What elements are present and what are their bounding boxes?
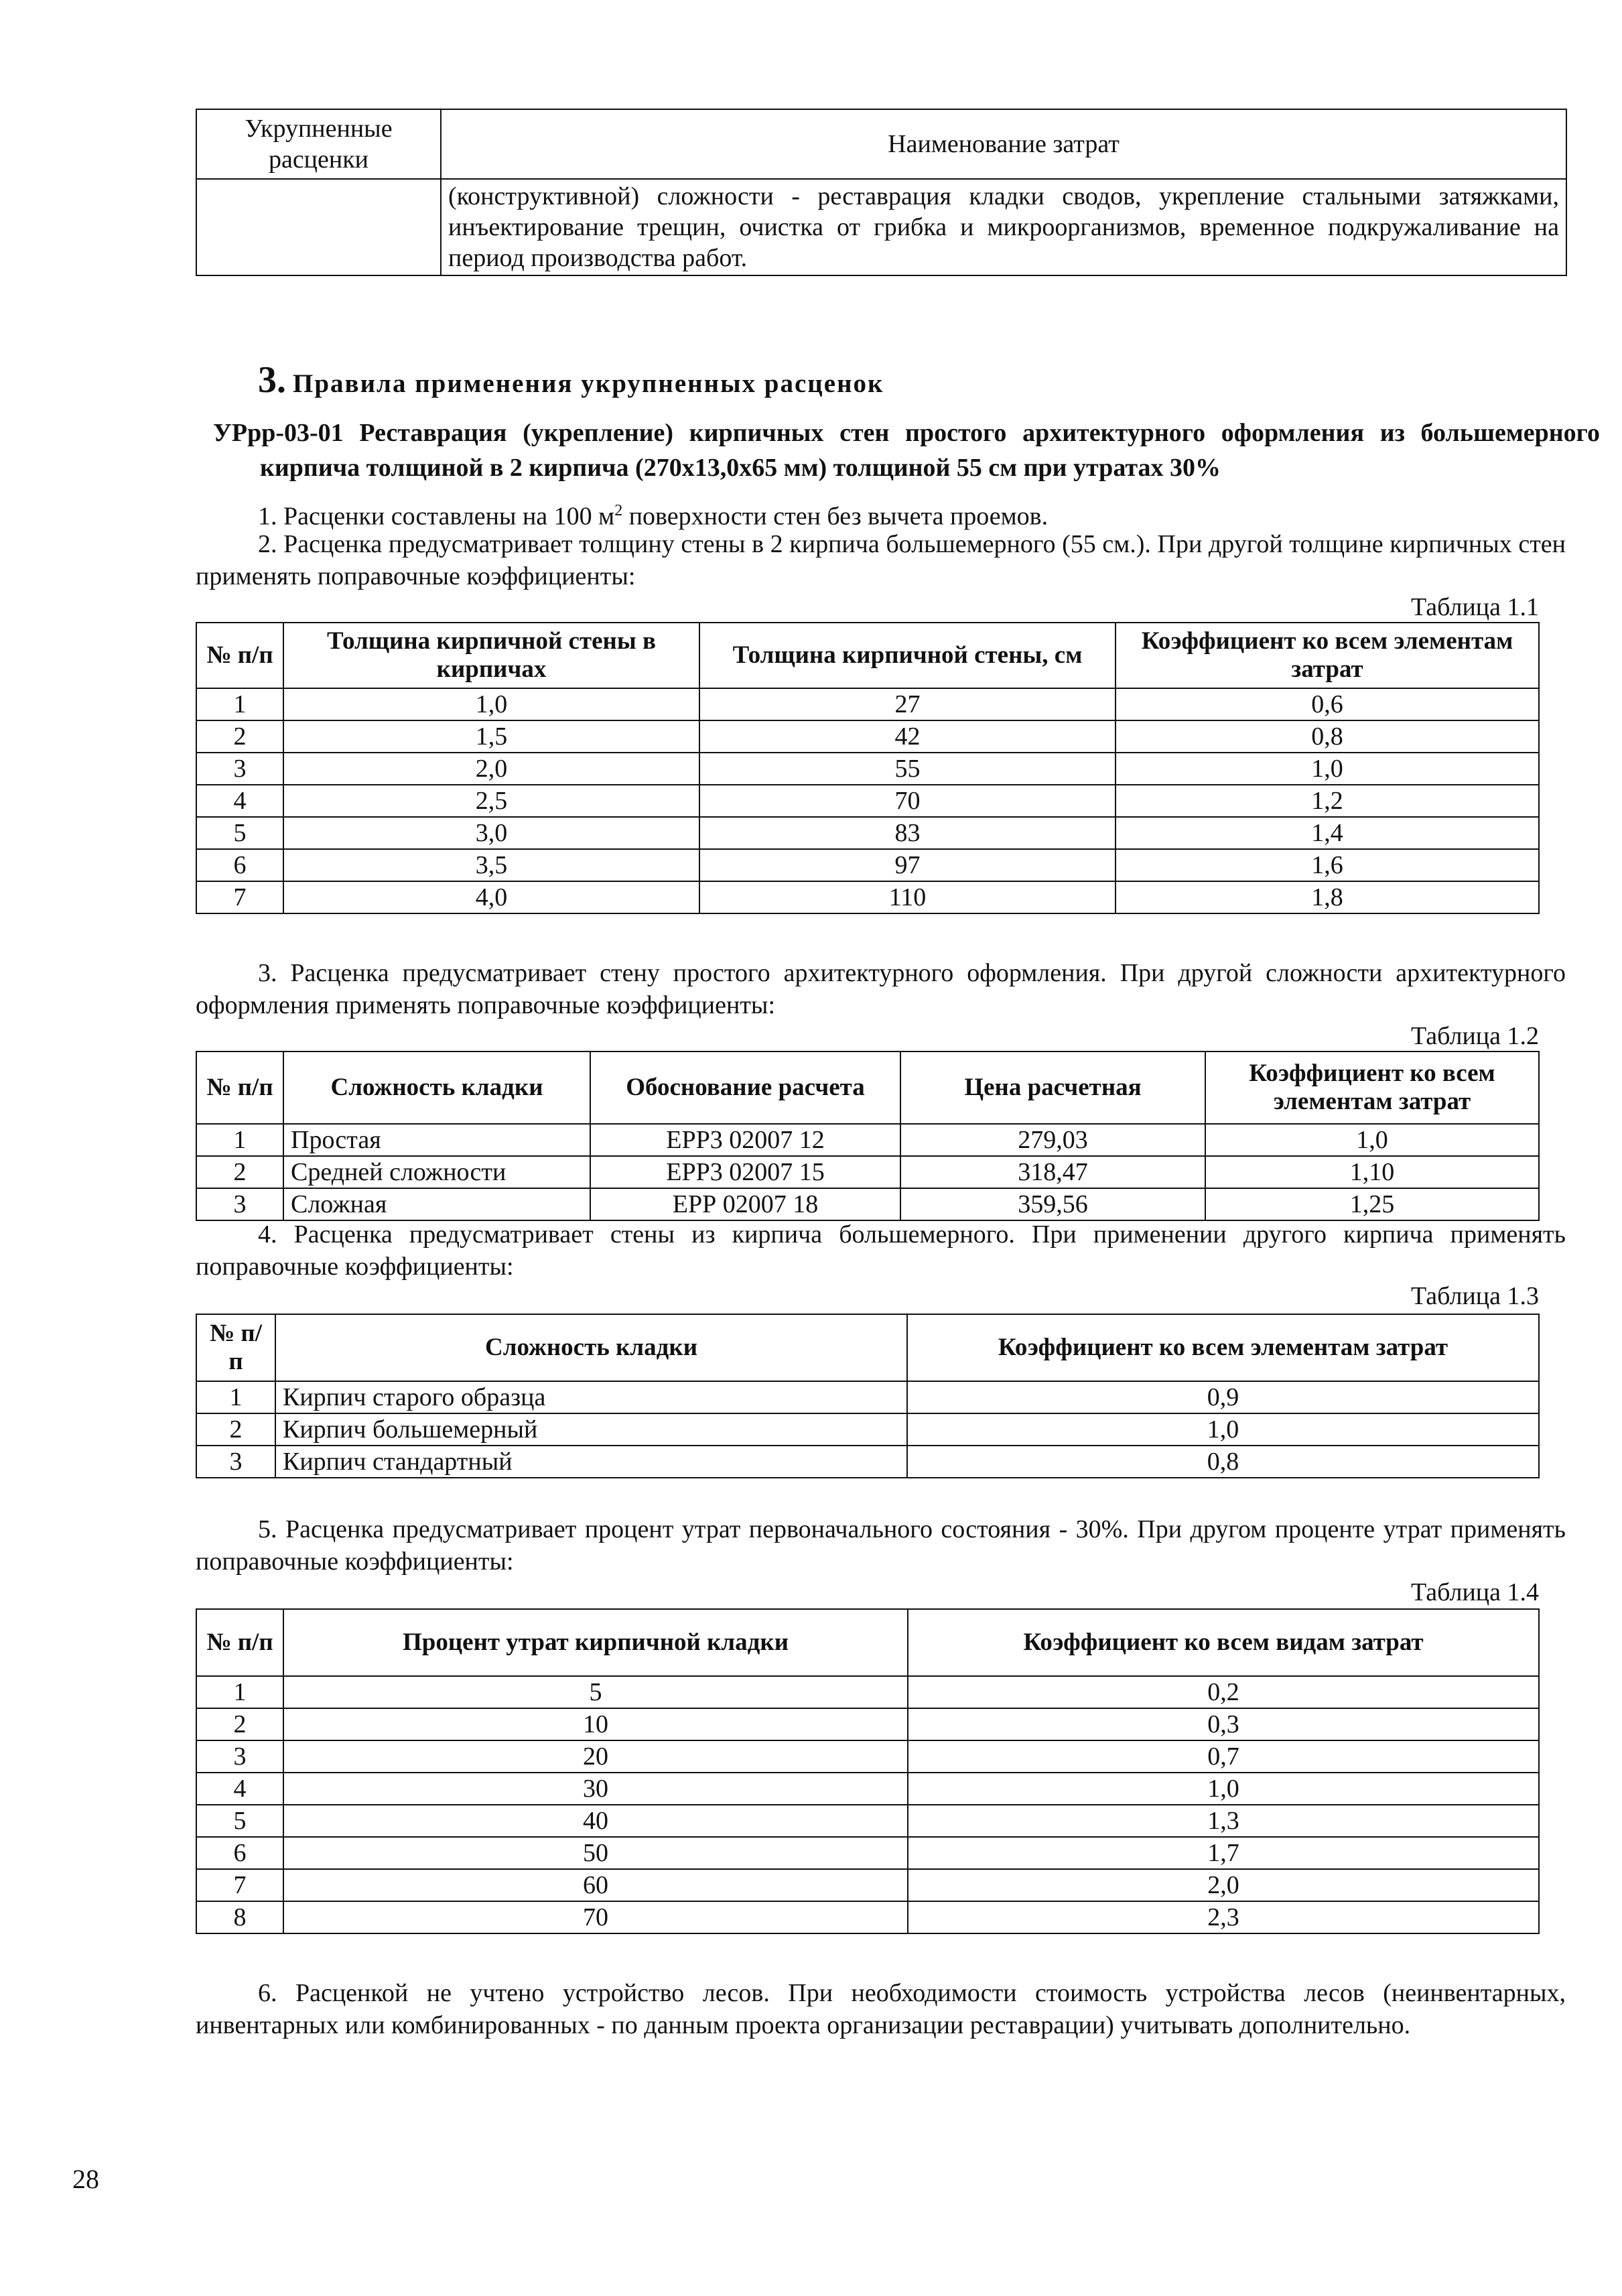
- table3-cell: 3: [196, 1446, 275, 1478]
- table2-cell: 359,56: [900, 1188, 1205, 1220]
- table4-cell: 60: [283, 1869, 908, 1901]
- table1-cell: 0,8: [1116, 720, 1539, 753]
- table1-cell: 1: [196, 688, 283, 720]
- rate-title: УРрр-03-01 Реставрация (укрепление) кирпичных стен простого архитектурного оформления из большемерного кирпича толщиной в 2 кирпича (270x13,0x65 мм) толщиной 55 см при утратах 30%: [213, 419, 1600, 482]
- table2-cell: 3: [196, 1188, 283, 1220]
- table3-h2: Коэффициент ко всем элементам затрат: [907, 1314, 1539, 1381]
- table2-body: [196, 1124, 1539, 1220]
- section-number: 3.: [258, 359, 286, 401]
- table-row: [196, 1708, 1539, 1740]
- table2-cell: 1,0: [1205, 1124, 1539, 1156]
- table1-cell: 1,0: [1116, 753, 1539, 785]
- table-row: [196, 1156, 1539, 1188]
- table4-cell: 8: [196, 1901, 283, 1933]
- table4-cell: 2: [196, 1708, 283, 1740]
- table-row: [196, 849, 1539, 881]
- table1-cell: 1,8: [1116, 881, 1539, 913]
- table4-cell: 1,3: [908, 1805, 1539, 1837]
- paragraph-1-text: 1. Расценки составлены на 100 м: [258, 502, 615, 531]
- table1-caption: Таблица 1.1: [1410, 593, 1539, 621]
- table-row: [196, 1901, 1539, 1933]
- table1-cell: 3,0: [283, 817, 699, 849]
- table2-cell: 1: [196, 1124, 283, 1156]
- table3-cell: 0,9: [907, 1381, 1539, 1413]
- table1-cell: 55: [699, 753, 1116, 785]
- table4-cell: 6: [196, 1837, 283, 1869]
- table4-cell: 50: [283, 1837, 908, 1869]
- table3-cell: Кирпич стандартный: [275, 1446, 907, 1478]
- table3-cell: Кирпич старого образца: [275, 1381, 907, 1413]
- table1-h3: Коэффициент ко всем элементам затрат: [1116, 623, 1539, 688]
- table2-caption: Таблица 1.2: [1410, 1022, 1539, 1050]
- table1-cell: 0,6: [1116, 688, 1539, 720]
- table1-cell: 1,4: [1116, 817, 1539, 849]
- table4-caption: Таблица 1.4: [1410, 1578, 1539, 1606]
- table3-header-row: [196, 1314, 1539, 1381]
- table3-cell: 0,8: [907, 1446, 1539, 1478]
- table1-cell: 97: [699, 849, 1116, 881]
- table-row: [196, 881, 1539, 913]
- paragraph-1: [258, 495, 1564, 533]
- table2-cell: Сложная: [283, 1188, 590, 1220]
- table3-body: [196, 1381, 1539, 1478]
- table2-h4: Коэффициент ко всем элементам затрат: [1205, 1051, 1539, 1124]
- col-header-rates: [196, 109, 441, 179]
- table1-h0: № п/п: [196, 623, 283, 688]
- table2-cell: Средней сложности: [283, 1156, 590, 1188]
- table3-h0: № п/п: [196, 1314, 275, 1381]
- table1-cell: 5: [196, 817, 283, 849]
- table2-header-row: [196, 1051, 1539, 1124]
- table-row: [196, 785, 1539, 817]
- paragraph-4: 4. Расценка предусматривает стены из кирпича большемерного. При применении другого кирпича применять поправочные коэффициенты:: [196, 1220, 1566, 1281]
- table2-cell: 2: [196, 1156, 283, 1188]
- table3-caption: Таблица 1.3: [1410, 1282, 1539, 1310]
- table-row: [196, 753, 1539, 785]
- table4-cell: 2,3: [908, 1901, 1539, 1933]
- table2-cell: 279,03: [900, 1124, 1205, 1156]
- table-row: [196, 1773, 1539, 1805]
- page-number: 28: [72, 2164, 99, 2194]
- table2-cell: Простая: [283, 1124, 590, 1156]
- table1-cell: 110: [699, 881, 1116, 913]
- table2-cell: 1,10: [1205, 1156, 1539, 1188]
- table4-cell: 40: [283, 1805, 908, 1837]
- table3-cell: Кирпич большемерный: [275, 1413, 907, 1446]
- table1-cell: 4: [196, 785, 283, 817]
- table4-h0: № п/п: [196, 1609, 283, 1676]
- table-row: [196, 1740, 1539, 1773]
- table-1-4: [196, 1608, 1540, 1934]
- table4-cell: 10: [283, 1708, 908, 1740]
- empty-cell: [196, 179, 441, 275]
- table-row: [196, 720, 1539, 753]
- table1-h1: Толщина кирпичной стены в кирпичах: [283, 623, 699, 688]
- table4-cell: 5: [283, 1676, 908, 1708]
- table4-h2: Коэффициент ко всем видам затрат: [908, 1609, 1539, 1676]
- paragraph-1-sup: 2: [614, 502, 623, 519]
- table-row: [196, 1676, 1539, 1708]
- col-header-costs: [441, 109, 1566, 179]
- table2-h3: Цена расчетная: [900, 1051, 1205, 1124]
- table1-header-row: [196, 623, 1539, 688]
- table3-cell: 1: [196, 1381, 275, 1413]
- table-row: [196, 1446, 1539, 1478]
- table1-cell: 2,5: [283, 785, 699, 817]
- col-header-rates-text: Укрупненные расценки: [245, 115, 393, 174]
- table1-cell: 3: [196, 753, 283, 785]
- table4-cell: 1,7: [908, 1837, 1539, 1869]
- table-row: [196, 1124, 1539, 1156]
- table-row: [196, 1837, 1539, 1869]
- table-row: [196, 688, 1539, 720]
- table1-cell: 83: [699, 817, 1116, 849]
- table4-cell: 0,3: [908, 1708, 1539, 1740]
- table2-cell: 1,25: [1205, 1188, 1539, 1220]
- table4-cell: 7: [196, 1869, 283, 1901]
- table2-cell: 318,47: [900, 1156, 1205, 1188]
- table2-cell: ЕРР3 02007 15: [590, 1156, 900, 1188]
- table1-cell: 6: [196, 849, 283, 881]
- table4-cell: 3: [196, 1740, 283, 1773]
- table4-cell: 4: [196, 1773, 283, 1805]
- table1-cell: 1,2: [1116, 785, 1539, 817]
- table2-h0: № п/п: [196, 1051, 283, 1124]
- table1-cell: 7: [196, 881, 283, 913]
- table1-cell: 27: [699, 688, 1116, 720]
- table4-cell: 2,0: [908, 1869, 1539, 1901]
- section-title: Правила применения укрупненных расценок: [293, 369, 884, 398]
- table2-cell: ЕРР3 02007 12: [590, 1124, 900, 1156]
- table1-cell: 2: [196, 720, 283, 753]
- table4-cell: 1,0: [908, 1773, 1539, 1805]
- table-1-1: [196, 622, 1540, 914]
- table2-cell: ЕРР 02007 18: [590, 1188, 900, 1220]
- table4-cell: 70: [283, 1901, 908, 1933]
- col-header-costs-text: Наименование затрат: [888, 130, 1120, 158]
- table1-cell: 70: [699, 785, 1116, 817]
- cost-description: (конструктивной) сложности - реставрация кладки сводов, укрепление стальными затяжками, инъектирование трещин, очистка от грибка и микроорганизмов, временное подкружаливание на период производства работ.: [441, 179, 1566, 275]
- paragraph-6: 6. Расценкой не учтено устройство лесов. При необходимости стоимость устройства лесов (неинвентарных, инвентарных или комбинированных - по данным проекта организации реставрации) учитывать дополнительно.: [196, 1979, 1566, 2039]
- table1-cell: 1,5: [283, 720, 699, 753]
- table-1-2: [196, 1051, 1540, 1221]
- table1-body: [196, 688, 1539, 913]
- paragraph-2: 2. Расценка предусматривает толщину стены в 2 кирпича большемерного (55 см.). При другой толщине кирпичных стен применять поправочные коэффициенты:: [196, 530, 1566, 590]
- table-row: [196, 817, 1539, 849]
- table-row: [196, 1805, 1539, 1837]
- table4-header-row: [196, 1609, 1539, 1676]
- table4-body: [196, 1676, 1539, 1933]
- table-row: [196, 1869, 1539, 1901]
- section-heading: [258, 359, 884, 401]
- table4-cell: 5: [196, 1805, 283, 1837]
- continuation-table: [196, 109, 1567, 276]
- table4-cell: 1: [196, 1676, 283, 1708]
- paragraph-3: 3. Расценка предусматривает стену простого архитектурного оформления. При другой сложности архитектурного оформления применять поправочные коэффициенты:: [196, 959, 1566, 1019]
- table1-h2: Толщина кирпичной стены, см: [699, 623, 1116, 688]
- table4-cell: 20: [283, 1740, 908, 1773]
- table-row: [196, 1188, 1539, 1220]
- table1-cell: 1,0: [283, 688, 699, 720]
- table1-cell: 42: [699, 720, 1116, 753]
- paragraph-1-tail: поверхности стен без вычета проемов.: [622, 502, 1049, 531]
- table-row: [196, 1413, 1539, 1446]
- table4-cell: 0,2: [908, 1676, 1539, 1708]
- table3-cell: 1,0: [907, 1413, 1539, 1446]
- table1-cell: 3,5: [283, 849, 699, 881]
- table1-cell: 1,6: [1116, 849, 1539, 881]
- table3-h1: Сложность кладки: [275, 1314, 907, 1381]
- table-1-3: [196, 1314, 1540, 1478]
- paragraph-5: 5. Расценка предусматривает процент утрат первоначального состояния - 30%. При другом проценте утрат применять поправочные коэффициенты:: [196, 1515, 1566, 1576]
- table4-cell: 0,7: [908, 1740, 1539, 1773]
- table-row: [196, 1381, 1539, 1413]
- table2-h1: Сложность кладки: [283, 1051, 590, 1124]
- table2-h2: Обоснование расчета: [590, 1051, 900, 1124]
- table3-cell: 2: [196, 1413, 275, 1446]
- table4-h1: Процент утрат кирпичной кладки: [283, 1609, 908, 1676]
- table4-cell: 30: [283, 1773, 908, 1805]
- table1-cell: 4,0: [283, 881, 699, 913]
- table1-cell: 2,0: [283, 753, 699, 785]
